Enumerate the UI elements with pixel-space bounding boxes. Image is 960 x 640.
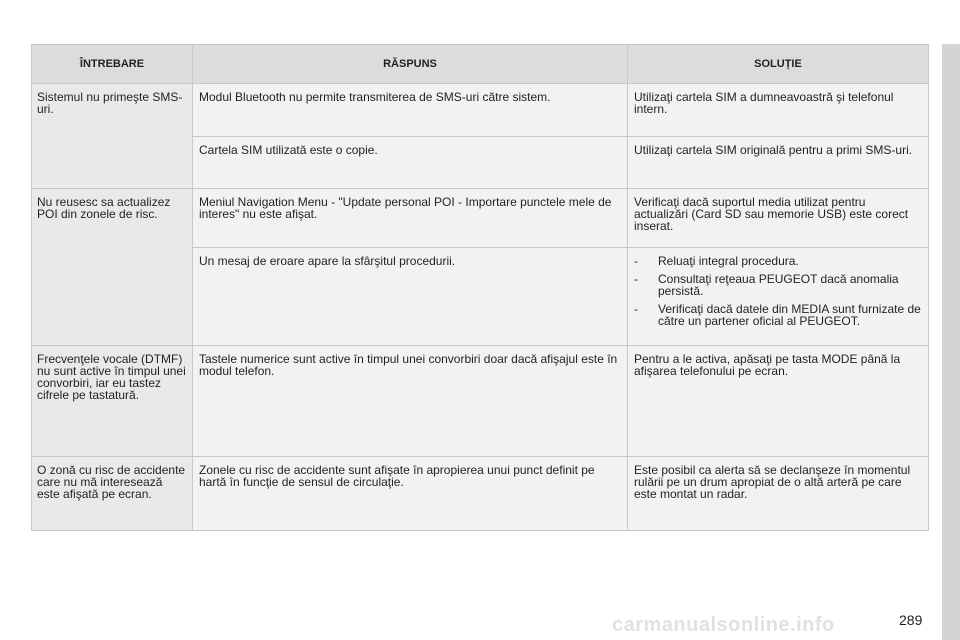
side-tab-strip [942,44,960,640]
answer-cell [193,346,627,456]
answer-text: Un mesaj de eroare apare la sfârşitul procedurii. [199,254,456,268]
answer-text: Tastele numerice sunt active în timpul unei convorbiri doar dacă afişajul este în modul telefon. [199,352,618,378]
solution-cell [628,137,928,188]
troubleshooting-table [31,44,929,531]
question-cell [32,84,192,188]
answer-text: Modul Bluetooth nu permite transmiterea de SMS-uri către sistem. [199,90,551,104]
solution-steps [634,255,922,327]
solution-cell [628,457,928,530]
row-divider [32,83,928,84]
row-divider [193,247,928,248]
solution-text: Pentru a le activa, apăsaţi pe tasta MODE până la afişarea telefonului pe ecran. [634,352,901,378]
question-text: Sistemul nu primeşte SMS-uri. [37,90,183,116]
solution-cell [628,189,928,247]
answer-text: Zonele cu risc de accidente sunt afişate în apropierea unui punct definit pe hartă în funcţie de sensul de circulaţie. [199,463,595,489]
solution-step: - Reluaţi integral procedura. [634,254,799,268]
solution-cell [628,84,928,136]
answer-text: Meniul Navigation Menu - "Update personal POI - Importare punctele mele de interes" nu este afişat. [199,195,612,221]
column-divider [627,45,628,530]
answer-cell [193,248,627,345]
row-divider [193,136,928,137]
question-cell [32,346,192,456]
answer-text: Cartela SIM utilizată este o copie. [199,143,378,157]
question-text: O zonă cu risc de accidente care nu mă interesează este afişată pe ecran. [37,463,186,501]
header-question: ÎNTREBARE [32,45,192,83]
row-divider [32,345,928,346]
solution-text: Este posibil ca alerta să se declanşeze în momentul rulării pe un drum apropiat de o altă arteră pe care este montat un radar. [634,463,911,501]
question-cell [32,457,192,530]
watermark: carmanualsonline.info [612,614,835,636]
answer-cell [193,457,627,530]
solution-text: Utilizaţi cartela SIM a dumneavoastră şi telefonul intern. [634,90,894,116]
solution-step: - Consultaţi reţeaua PEUGEOT dacă anomalia persistă. [634,272,899,298]
answer-cell [193,137,627,188]
answer-cell [193,84,627,136]
question-cell [32,189,192,345]
page-number: 289 [899,612,923,628]
question-text: Nu reusesc sa actualizez POI din zonele de risc. [37,195,171,221]
answer-cell [193,189,627,247]
solution-cell [628,346,928,456]
solution-text: Verificaţi dacă suportul media utilizat pentru actualizări (Card SD sau memorie USB) este corect inserat. [634,195,909,233]
row-divider [32,188,928,189]
header-solution: SOLUȚIE [628,45,928,83]
column-divider [192,45,193,530]
header-answer: RĂSPUNS [193,45,627,83]
row-divider [32,456,928,457]
question-text: Frecvenţele vocale (DTMF) nu sunt active în timpul unei convorbiri, iar eu tastez cifrele pe tastatură. [37,352,186,402]
solution-text: Utilizaţi cartela SIM originală pentru a primi SMS-uri. [634,143,913,157]
solution-cell [628,248,928,345]
solution-step: - Verificaţi dacă datele din MEDIA sunt furnizate de către un partener oficial al PEUGEOT. [634,302,921,328]
